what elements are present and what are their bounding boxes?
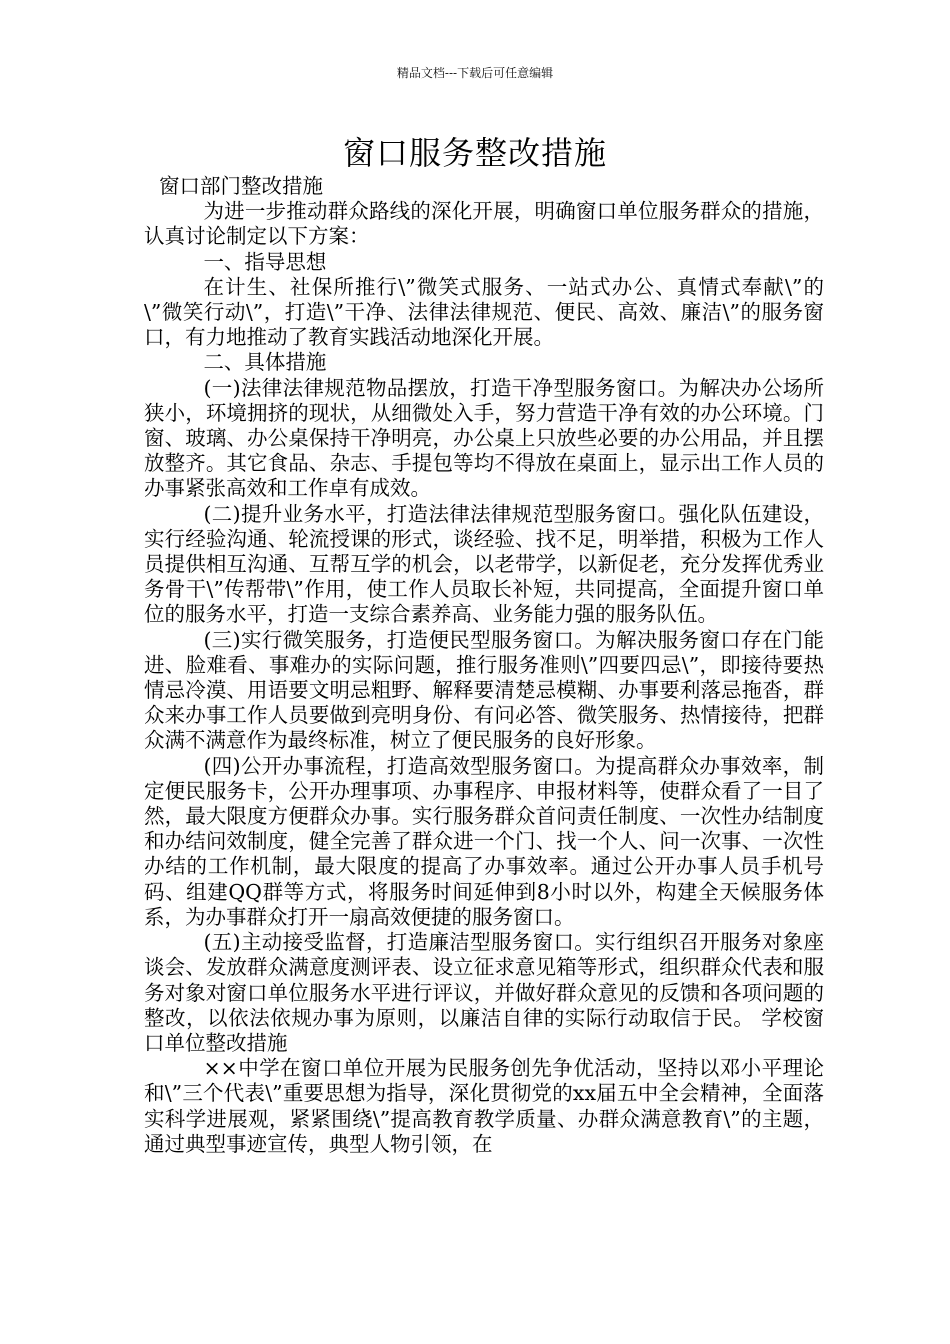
paragraph-guiding: 在计生、社保所推行\”微笑式服务、一站式办公、真情式奉献\”的\”微笑行动\”，打造\”干净、法律法律规范、便民、高效、廉洁\”的服务窗口，有力地推动了教育实践活动地深化开展。 bbox=[144, 274, 824, 350]
paragraph-school: ××中学在窗口单位开展为民服务创先争优活动，坚持以邓小平理论和\”三个代表\”重要思想为指导，深化贯彻党的xx届五中全会精神，全面落实科学进展观，紧紧围绕\”提高教育教学质量、办群众满意教育\”的主题，通过典型事迹宣传，典型人物引领，在 bbox=[144, 1056, 824, 1156]
paragraph-measure-3: (三)实行微笑服务，打造便民型服务窗口。为解决服务窗口存在门能进、脸难看、事难办的实际问题，推行服务准则\”四要四忌\”，即接待要热情忌冷漠、用语要文明忌粗野、解释要清楚忌模糊、办事要利落忌拖沓，群众来办事工作人员要做到亮明身份、有问必答、微笑服务、热情接待，把群众满不满意作为最终标准，树立了便民服务的良好形象。 bbox=[144, 627, 824, 753]
section-heading-guiding: 一、指导思想 bbox=[203, 249, 327, 274]
intro-paragraph: 为进一步推动群众路线的深化开展，明确窗口单位服务群众的措施，认真讨论制定以下方案： bbox=[144, 199, 824, 249]
paragraph-measure-2: (二)提升业务水平，打造法律法律规范型服务窗口。强化队伍建设，实行经验沟通、轮流授课的形式，谈经验、找不足，明举措，积极为工作人员提供相互沟通、互帮互学的机会，以老带学，以新促老，充分发挥优秀业务骨干\”传帮带\”作用，使工作人员取长补短，共同提高，全面提升窗口单位的服务水平，打造一支综合素养高、业务能力强的服务队伍。 bbox=[144, 501, 824, 627]
paragraph-measure-4: (四)公开办事流程，打造高效型服务窗口。为提高群众办事效率，制定便民服务卡，公开办理事项、办事程序、申报材料等，使群众看了一目了然，最大限度方便群众办事。实行服务群众首问责任制度、一次性办结制度和办结问效制度，健全完善了群众进一个门、找一个人、问一次事、一次性办结的工作机制，最大限度的提高了办事效率。通过公开办事人员手机号码、组建QQ群等方式，将服务时间延伸到8小时以外，构建全天候服务体系，为办事群众打开一扇高效便捷的服务窗口。 bbox=[144, 753, 824, 929]
document-body bbox=[144, 174, 824, 1157]
paragraph-measure-1: (一)法律法律规范物品摆放，打造干净型服务窗口。为解决办公场所狭小，环境拥挤的现状，从细微处入手，努力营造干净有效的办公环境。门窗、玻璃、办公桌保持干净明亮，办公桌上只放些必要的办公用品，并且摆放整齐。其它食品、杂志、手提包等均不得放在桌面上，显示出工作人员的办事紧张高效和工作卓有成效。 bbox=[144, 375, 824, 501]
page-header: 精品文档---下载后可任意编辑 bbox=[396, 66, 554, 80]
paragraph-measure-5: (五)主动接受监督，打造廉洁型服务窗口。实行组织召开服务对象座谈会、发放群众满意度测评表、设立征求意见箱等形式，组织群众代表和服务对象对窗口单位服务水平进行评议，并做好群众意见的反馈和各项问题的整改，以依法依规办事为原则，以廉洁自律的实际行动取信于民。 学校窗口单位整改措施 bbox=[144, 930, 824, 1055]
section-subtitle: 窗口部门整改措施 bbox=[159, 174, 323, 198]
section-heading-measures: 二、具体措施 bbox=[203, 350, 327, 375]
document-title: 窗口服务整改措施 bbox=[342, 134, 607, 172]
